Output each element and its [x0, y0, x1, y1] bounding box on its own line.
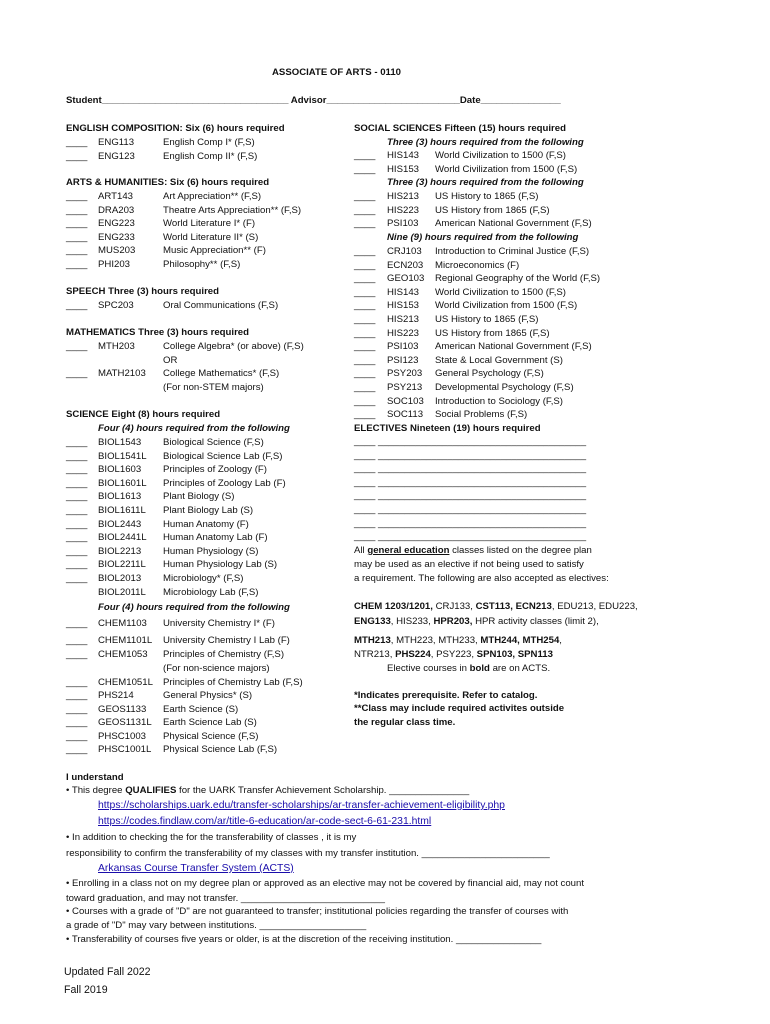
- page-title: ASSOCIATE OF ARTS - 0110: [272, 67, 402, 78]
- electives-paragraph-line3: a requirement. The following are also accepted as electives:: [354, 573, 609, 584]
- course-code: PHI203: [98, 259, 130, 270]
- checkbox-blank[interactable]: ____: [66, 300, 88, 311]
- checkbox-blank[interactable]: ____: [66, 341, 88, 352]
- course-name: Music Appreciation** (F): [163, 245, 266, 257]
- course-code: ENG223: [98, 218, 135, 230]
- course-name: US History from 1865 (F,S): [435, 327, 550, 339]
- elective-blank-line[interactable]: ____ _______________________________________: [354, 517, 587, 529]
- course-code: BIOL1613: [98, 491, 142, 503]
- course-name: World Civilization to 1500 (F,S): [435, 150, 566, 161]
- checkbox-blank[interactable]: ____: [354, 382, 376, 393]
- course-name: University Chemistry I* (F): [163, 618, 275, 629]
- course-name: Art Appreciation** (F,S): [163, 191, 262, 202]
- course-name: Human Anatomy (F): [163, 518, 249, 530]
- checkbox-blank[interactable]: ____: [66, 717, 88, 728]
- course-code: SOC103: [387, 395, 424, 407]
- text[interactable]: for the UARK Transfer Achievement Scholarship. _______________: [176, 785, 470, 796]
- grade-d-bullet-line1: • Courses with a grade of "D" are not guaranteed to transfer; institutional policies regarding the transfer of courses with: [66, 906, 569, 917]
- course-name: US History to 1865 (F,S): [435, 314, 539, 325]
- course-code: GEOS1133: [98, 704, 147, 715]
- text: CRJ133,: [435, 601, 476, 612]
- checkbox-blank[interactable]: ____: [66, 437, 88, 448]
- text: classes listed on the degree plan: [449, 545, 592, 556]
- checkbox-blank[interactable]: ____: [354, 286, 376, 298]
- course-name: Human Anatomy Lab (F): [163, 532, 268, 544]
- transferability-bullet-line1: • In addition to checking the for the transferability of classes , it is my: [66, 832, 357, 843]
- course-name: Philosophy** (F,S): [163, 259, 241, 270]
- course-code: BIOL2013: [98, 573, 142, 584]
- course-name: English Comp II* (F,S): [163, 150, 258, 162]
- course-code: PHSC1001L: [98, 744, 152, 755]
- text: Elective courses in: [387, 663, 470, 674]
- checkbox-blank[interactable]: ____: [354, 354, 376, 366]
- course-name: Earth Science (S): [163, 704, 239, 715]
- course-name: World Literature I* (F): [163, 218, 256, 230]
- checkbox-blank[interactable]: ____: [66, 704, 88, 715]
- accepted-electives-line1: [354, 601, 638, 612]
- electives-paragraph-line2: may be used as an elective if not being used to satisfy: [354, 559, 584, 570]
- financial-aid-bullet-line1: • Enrolling in a class not on my degree plan or approved as an elective may not be covered by financial aid, may not count: [66, 878, 584, 889]
- text: , EDU213, EDU223,: [551, 601, 638, 612]
- scholarship-link[interactable]: https://scholarships.uark.edu/transfer-scholarships/ar-transfer-achievement-eligibility.php: [98, 800, 505, 811]
- general-education-link[interactable]: general education: [367, 545, 450, 556]
- course-name: Plant Biology (S): [163, 491, 235, 503]
- course-name: Social Problems (F,S): [435, 409, 528, 421]
- elective-blank-line[interactable]: ____ _______________________________________: [354, 490, 587, 502]
- course-code: HIS213: [387, 314, 419, 325]
- fall-date: Fall 2019: [64, 984, 108, 996]
- grade-d-bullet-line2[interactable]: a grade of "D" may vary between institutions. ____________________: [66, 920, 367, 931]
- electives-paragraph-line1: [354, 545, 592, 556]
- course-code: BIOL1543: [98, 437, 142, 448]
- text: , PSY223,: [430, 649, 477, 660]
- checkbox-blank[interactable]: ____: [66, 191, 88, 202]
- course-code: BIOL2443: [98, 518, 142, 530]
- course-name: Regional Geography of the World (F,S): [435, 273, 601, 285]
- course-code: PSY203: [387, 368, 423, 380]
- social-subheader-3: Nine (9) hours required from the following: [387, 232, 579, 243]
- elective-blank-line[interactable]: ____ _______________________________________: [354, 449, 587, 461]
- course-name: Theatre Arts Appreciation** (F,S): [163, 204, 302, 216]
- course-code: CHEM1103: [98, 618, 147, 629]
- course-name: Principles of Zoology (F): [163, 464, 267, 476]
- checkbox-blank[interactable]: ____: [66, 690, 88, 701]
- course-code: GEO103: [387, 273, 425, 285]
- text: HPR activity classes (limit 2),: [472, 616, 599, 627]
- course-code: MTH203: [98, 341, 135, 352]
- checkbox-blank[interactable]: ____: [66, 545, 88, 557]
- checkbox-blank[interactable]: ____: [354, 409, 376, 421]
- financial-aid-bullet-line2[interactable]: toward graduation, and may not transfer. ___________________________: [66, 893, 385, 904]
- course-code: HIS223: [387, 204, 419, 216]
- science-header: SCIENCE Eight (8) hours required: [66, 409, 221, 420]
- course-name: Introduction to Sociology (F,S): [435, 395, 563, 407]
- checkbox-blank[interactable]: ____: [66, 677, 88, 688]
- checkbox-blank[interactable]: ____: [66, 204, 88, 216]
- checkbox-blank[interactable]: ____: [66, 731, 88, 742]
- course-code: PSY213: [387, 382, 423, 393]
- course-name: College Mathematics* (F,S): [163, 368, 280, 380]
- elective-blank-line[interactable]: ____ _______________________________________: [354, 531, 587, 543]
- text: MTH244, MTH254: [480, 635, 560, 646]
- course-name: University Chemistry I Lab (F): [163, 635, 290, 646]
- course-code: CHEM1051L: [98, 677, 153, 688]
- accepted-electives-line2: [354, 616, 599, 627]
- course-name: American National Government (F,S): [435, 218, 592, 230]
- course-name: State & Local Government (S): [435, 354, 563, 366]
- course-code: BIOL1541L: [98, 450, 147, 462]
- acts-note: [387, 663, 550, 674]
- prerequisite-note: *Indicates prerequisite. Refer to catalog.: [354, 690, 538, 701]
- course-code: BIOL1603: [98, 464, 142, 476]
- elective-blank-line[interactable]: ____ _______________________________________: [354, 463, 587, 475]
- checkbox-blank[interactable]: ____: [66, 464, 88, 476]
- course-name: Principles of Zoology Lab (F): [163, 477, 286, 489]
- course-name: College Algebra* (or above) (F,S): [163, 341, 304, 352]
- checkbox-blank[interactable]: ____: [66, 635, 88, 646]
- checkbox-blank[interactable]: ____: [354, 163, 376, 175]
- text: , HIS233,: [390, 616, 434, 627]
- course-name: Biological Science Lab (F,S): [163, 450, 283, 462]
- checkbox-blank[interactable]: ____: [354, 246, 376, 257]
- course-code: ENG123: [98, 150, 135, 162]
- text: CHEM 1203/1201,: [354, 601, 436, 612]
- course-code: HIS143: [387, 286, 419, 298]
- text: MTH213: [354, 635, 391, 646]
- course-name: Developmental Psychology (F,S): [435, 382, 574, 393]
- text: are on ACTS.: [489, 663, 551, 674]
- course-code: CHEM1053: [98, 649, 148, 660]
- checkbox-blank[interactable]: ____: [66, 559, 88, 571]
- checkbox-blank[interactable]: ____: [354, 273, 376, 285]
- course-name: World Civilization from 1500 (F,S): [435, 300, 578, 312]
- checkbox-blank[interactable]: ____: [354, 300, 376, 312]
- checkbox-blank[interactable]: ____: [66, 477, 88, 489]
- checkbox-blank[interactable]: ____: [354, 395, 376, 407]
- social-subheader-2: Three (3) hours required from the following: [387, 177, 584, 188]
- course-code: ENG233: [98, 231, 135, 243]
- course-name: Earth Science Lab (S): [163, 717, 257, 728]
- checkbox-blank[interactable]: ____: [66, 450, 88, 462]
- course-code: HIS223: [387, 327, 419, 339]
- social-subheader-1: Three (3) hours required from the following: [387, 137, 584, 148]
- checkbox-blank[interactable]: ____: [66, 491, 88, 503]
- checkbox-blank[interactable]: ____: [66, 744, 88, 755]
- accepted-electives-line4: [354, 649, 553, 660]
- course-code: MATH2103: [98, 368, 146, 380]
- checkbox-blank[interactable]: ____: [354, 259, 376, 271]
- science-subheader-1: Four (4) hours required from the following: [98, 423, 290, 434]
- course-code: MUS203: [98, 245, 136, 257]
- social-sciences-header: SOCIAL SCIENCES Fifteen (15) hours required: [354, 123, 566, 134]
- checkbox-blank[interactable]: ____: [66, 618, 88, 629]
- course-name: OR: [163, 354, 178, 366]
- course-name: Human Physiology (S): [163, 545, 259, 557]
- checkbox-blank[interactable]: ____: [66, 150, 88, 162]
- text: • This degree: [66, 785, 126, 796]
- updated-date: Updated Fall 2022: [64, 966, 151, 978]
- checkbox-blank[interactable]: ____: [66, 218, 88, 230]
- checkbox-blank[interactable]: ____: [66, 137, 88, 148]
- elective-blank-line[interactable]: ____ _______________________________________: [354, 476, 587, 488]
- course-name: Microeconomics (F): [435, 259, 520, 271]
- course-name: World Civilization from 1500 (F,S): [435, 163, 578, 175]
- checkbox-blank[interactable]: ____: [354, 327, 376, 339]
- checkbox-blank[interactable]: ____: [354, 150, 376, 161]
- speech-header: SPEECH Three (3) hours required: [66, 286, 219, 297]
- course-name: World Literature II* (S): [163, 231, 259, 243]
- checkbox-blank[interactable]: ____: [66, 368, 88, 380]
- checkbox-blank[interactable]: ____: [66, 245, 88, 257]
- course-name: Physical Science (F,S): [163, 731, 259, 742]
- math-header: MATHEMATICS Three (3) hours required: [66, 327, 250, 338]
- transferability-bullet-line2[interactable]: responsibility to confirm the transferability of my classes with my transfer institution. ________________________: [66, 848, 550, 859]
- checkbox-blank[interactable]: ____: [66, 505, 88, 516]
- electives-header: ELECTIVES Nineteen (19) hours required: [354, 423, 541, 434]
- arts-header: ARTS & HUMANITIES: Six (6) hours required: [66, 177, 270, 188]
- student-advisor-date-line[interactable]: Student___________________________________ Advisor_________________________Date_______________: [66, 95, 561, 106]
- accepted-electives-line3: [354, 635, 562, 646]
- checkbox-blank[interactable]: ____: [354, 314, 376, 325]
- checkbox-blank[interactable]: ____: [354, 191, 376, 202]
- course-code: SOC113: [387, 409, 424, 421]
- course-code: HIS143: [387, 150, 419, 161]
- course-code: PSI103: [387, 218, 419, 230]
- course-code: HIS153: [387, 300, 419, 312]
- course-code: HIS213: [387, 191, 419, 202]
- course-code: PSI103: [387, 341, 419, 353]
- checkbox-blank[interactable]: ____: [66, 518, 88, 530]
- checkbox-blank[interactable]: ____: [66, 532, 88, 544]
- course-name: English Comp I* (F,S): [163, 137, 255, 148]
- course-name: (For non-science majors): [163, 663, 270, 674]
- course-code: DRA203: [98, 204, 135, 216]
- text: All: [354, 545, 368, 556]
- course-code: PHS214: [98, 690, 134, 701]
- course-name: Microbiology* (F,S): [163, 573, 244, 584]
- checkbox-blank[interactable]: ____: [66, 259, 88, 270]
- course-code: ENG113: [98, 137, 135, 148]
- checkbox-blank[interactable]: ____: [66, 649, 88, 660]
- course-name: US History to 1865 (F,S): [435, 191, 539, 202]
- course-code: HIS153: [387, 163, 419, 175]
- course-code: SPC203: [98, 300, 134, 311]
- findlaw-link[interactable]: https://codes.findlaw.com/ar/title-6-education/ar-code-sect-6-61-231.html: [98, 816, 432, 827]
- course-name: American National Government (F,S): [435, 341, 592, 353]
- course-name: General Psychology (F,S): [435, 368, 544, 380]
- checkbox-blank[interactable]: ____: [354, 204, 376, 216]
- elective-blank-line[interactable]: ____ _______________________________________: [354, 504, 587, 515]
- text: HPR203,: [433, 616, 473, 627]
- course-code: BIOL1601L: [98, 477, 147, 489]
- course-name: Microbiology Lab (F,S): [163, 586, 259, 598]
- checkbox-blank[interactable]: ____: [66, 573, 88, 584]
- course-name: Oral Communications (F,S): [163, 300, 279, 311]
- course-name: Principles of Chemistry (F,S): [163, 649, 285, 660]
- text: PHS224: [395, 649, 431, 660]
- course-code: GEOS1131L: [98, 717, 152, 728]
- activity-note-line2: the regular class time.: [354, 717, 456, 728]
- text: ENG133: [354, 616, 391, 627]
- text: bold: [469, 663, 490, 674]
- checkbox-blank[interactable]: ____: [354, 341, 376, 353]
- course-code: PSI123: [387, 354, 419, 366]
- english-header: ENGLISH COMPOSITION: Six (6) hours required: [66, 123, 285, 134]
- course-name: General Physics* (S): [163, 690, 253, 701]
- course-code: BIOL2213: [98, 545, 142, 557]
- checkbox-blank[interactable]: ____: [354, 368, 376, 380]
- scholarship-bullet: [66, 785, 469, 796]
- text: , MTH223, MTH233,: [390, 635, 481, 646]
- course-code: ECN203: [387, 259, 424, 271]
- course-name: Introduction to Criminal Justice (F,S): [435, 246, 590, 257]
- course-name: US History from 1865 (F,S): [435, 204, 550, 216]
- course-code: BIOL2441L: [98, 532, 147, 544]
- course-name: Physical Science Lab (F,S): [163, 744, 278, 755]
- text: NTR213,: [354, 649, 396, 660]
- checkbox-blank[interactable]: ____: [354, 218, 376, 230]
- course-name: (For non-STEM majors): [163, 381, 264, 393]
- text: SPN103, SPN113: [476, 649, 553, 660]
- course-code: ART143: [98, 191, 134, 202]
- text: CST113, ECN213: [475, 601, 552, 612]
- text: QUALIFIES: [125, 785, 177, 796]
- science-subheader-2: Four (4) hours required from the following: [98, 602, 290, 613]
- course-code: BIOL2011L: [98, 586, 146, 598]
- checkbox-blank[interactable]: ____: [66, 231, 88, 243]
- activity-note-line1: **Class may include required activites outside: [354, 703, 565, 714]
- elective-blank-line[interactable]: ____ _______________________________________: [354, 436, 587, 447]
- understand-heading: I understand: [66, 772, 124, 783]
- course-code: CRJ103: [387, 246, 422, 257]
- acts-link[interactable]: Arkansas Course Transfer System (ACTS): [98, 863, 294, 874]
- course-name: World Civilization to 1500 (F,S): [435, 286, 566, 298]
- five-years-bullet[interactable]: • Transferability of courses five years or older, is at the discretion of the receiving institution. ________________: [66, 934, 542, 945]
- course-code: BIOL1611L: [98, 505, 146, 516]
- course-code: CHEM1101L: [98, 635, 153, 646]
- course-name: Human Physiology Lab (S): [163, 559, 278, 571]
- course-name: Biological Science (F,S): [163, 437, 264, 448]
- course-name: Principles of Chemistry Lab (F,S): [163, 677, 303, 688]
- course-name: Plant Biology Lab (S): [163, 505, 254, 516]
- course-code: PHSC1003: [98, 731, 146, 742]
- course-code: BIOL2211L: [98, 559, 146, 571]
- text: ,: [559, 635, 562, 646]
